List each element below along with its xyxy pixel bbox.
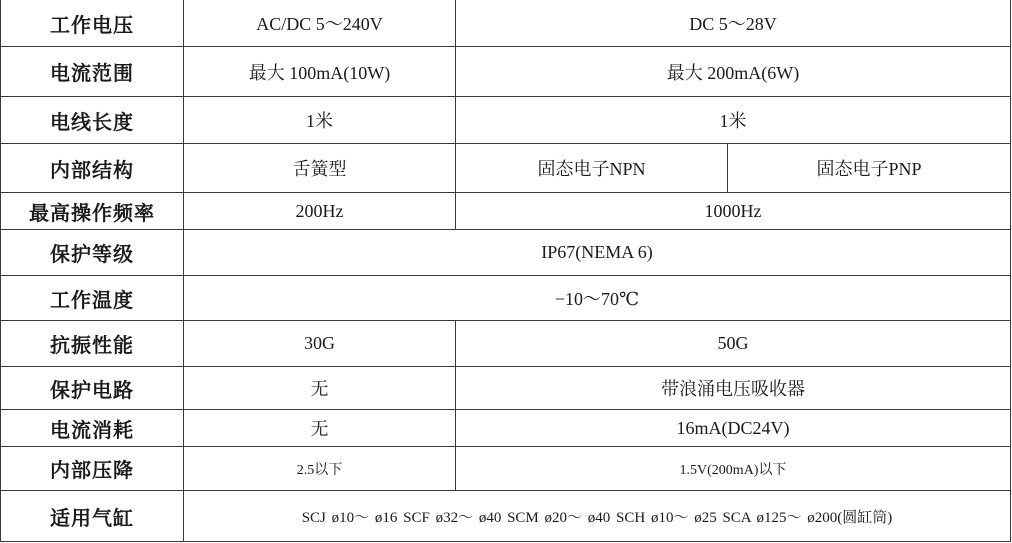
- value-current-consumption-solid: 16mA(DC24V): [456, 410, 1011, 447]
- value-structure-reed: 舌簧型: [184, 144, 456, 193]
- value-voltage-drop-solid: 1.5V(200mA)以下: [456, 447, 1011, 491]
- value-protection-circuit-solid: 带浪涌电压吸收器: [456, 367, 1011, 410]
- label-structure: 内部结构: [1, 144, 184, 193]
- label-max-frequency: 最高操作频率: [1, 193, 184, 230]
- row-cylinders: [1, 491, 1011, 542]
- label-temperature: 工作温度: [1, 276, 184, 321]
- row-current-range: [1, 47, 1011, 97]
- value-voltage-drop-reed: 2.5以下: [184, 447, 456, 491]
- value-cylinders: SCJ ø10～ ø16 SCF ø32～ ø40 SCM ø20～ ø40 SCH ø10～ ø25 SCA ø125～ ø200(圆缸筒): [184, 491, 1011, 542]
- value-vibration-reed: 30G: [184, 321, 456, 367]
- value-wire-length-solid: 1米: [456, 97, 1011, 144]
- label-protection-circuit: 保护电路: [1, 367, 184, 410]
- row-voltage-drop: [1, 447, 1011, 491]
- label-voltage: 工作电压: [1, 0, 184, 47]
- value-current-range-solid: 最大 200mA(6W): [456, 47, 1011, 97]
- label-vibration: 抗振性能: [1, 321, 184, 367]
- value-current-consumption-reed: 无: [184, 410, 456, 447]
- value-protection-circuit-reed: 无: [184, 367, 456, 410]
- label-protection-grade: 保护等级: [1, 230, 184, 276]
- row-protection-circuit: [1, 367, 1011, 410]
- value-voltage-solid: DC 5～28V: [456, 0, 1011, 47]
- row-vibration: [1, 321, 1011, 367]
- value-voltage-reed: AC/DC 5～240V: [184, 0, 456, 47]
- label-voltage-drop: 内部压降: [1, 447, 184, 491]
- row-wire-length: [1, 97, 1011, 144]
- label-cylinders: 适用气缸: [1, 491, 184, 542]
- value-current-range-reed: 最大 100mA(10W): [184, 47, 456, 97]
- value-wire-length-reed: 1米: [184, 97, 456, 144]
- row-current-consumption: [1, 410, 1011, 447]
- label-wire-length: 电线长度: [1, 97, 184, 144]
- label-current-range: 电流范围: [1, 47, 184, 97]
- label-current-consumption: 电流消耗: [1, 410, 184, 447]
- row-protection-grade: [1, 230, 1011, 276]
- row-temperature: [1, 276, 1011, 321]
- row-max-frequency: [1, 193, 1011, 230]
- value-structure-pnp: 固态电子PNP: [728, 144, 1011, 193]
- value-temperature: −10～70℃: [184, 276, 1011, 321]
- value-max-frequency-solid: 1000Hz: [456, 193, 1011, 230]
- row-structure: [1, 144, 1011, 193]
- value-structure-npn: 固态电子NPN: [456, 144, 728, 193]
- value-max-frequency-reed: 200Hz: [184, 193, 456, 230]
- row-voltage: [1, 0, 1011, 47]
- value-vibration-solid: 50G: [456, 321, 1011, 367]
- value-protection-grade: IP67(NEMA 6): [184, 230, 1011, 276]
